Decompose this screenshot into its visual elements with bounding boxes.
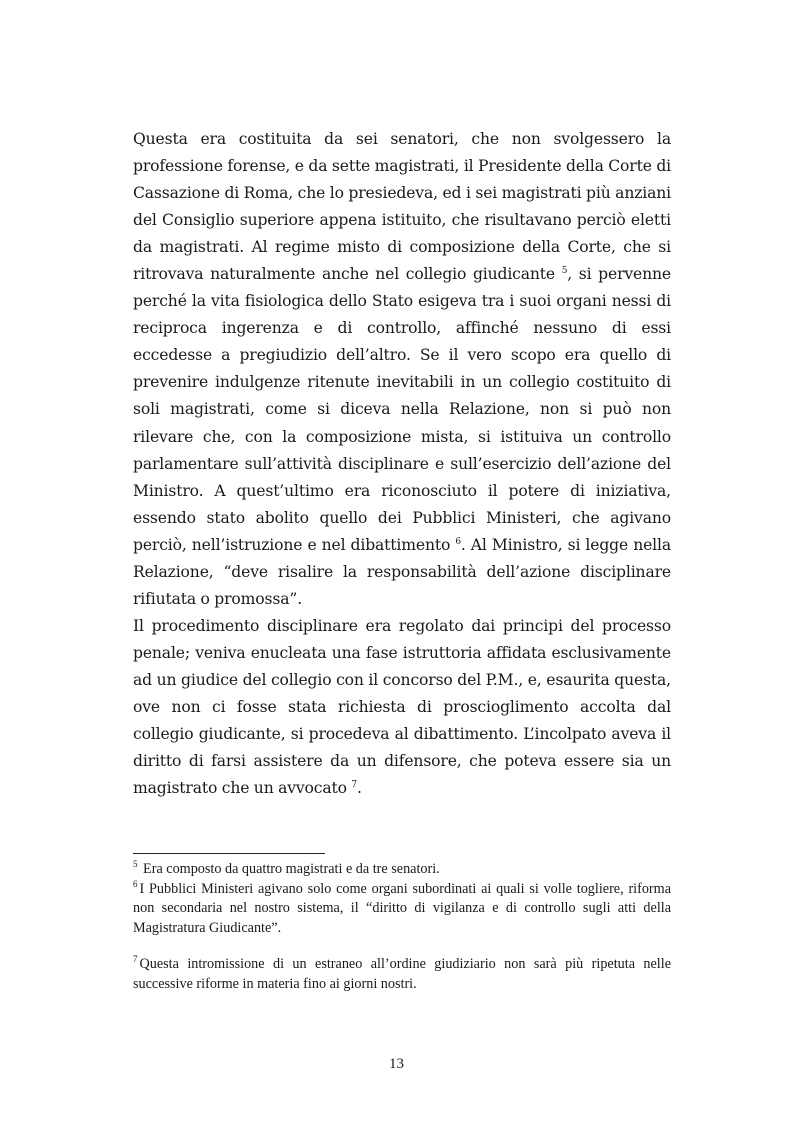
paragraph-2-text-a: Il procedimento disciplinare era regolato dai principi del processo penale; veniva enucleata una fase istruttoria affidata esclusivamente ad un giudice del collegio con il concorso del P.M., e, esaurita questa, ove non ci fosse stata richiesta di proscioglimento accolta dal collegio giudicante, si procedeva al dibattimento. L’incolpato aveva il diritto di farsi assistere da un difensore, che poteva essere sia un magistrato che un avvocato (133, 616, 671, 798)
footnote-5 (133, 860, 671, 880)
footnote-ref-5[interactable]: 5 (561, 266, 568, 277)
footnote-separator (133, 853, 325, 854)
page-number: 13 (389, 1056, 404, 1072)
footnote-number: 5 (133, 859, 138, 870)
footnote-number: 7 (133, 954, 138, 965)
paragraph-2-text-b: . (356, 779, 362, 798)
paragraph-1-text-a: Questa era costituita da sei senatori, che non svolgessero la professione forense, e da sette magistrati, il Presidente della Corte di Cassazione di Roma, che lo presiedeva, ed i sei magistrati più anziani del Consiglio superiore appena istituito, che risultavano perciò eletti da magistrati. Al regime misto di composizione della Corte, che si ritrovava naturalmente anche nel collegio giudicante (133, 130, 671, 284)
footnote-6 (133, 880, 671, 939)
footnote-ref-7[interactable]: 7 (351, 779, 357, 790)
footnote-text: Questa intromissione di un estraneo all’ordine giudiziario non sarà più ripetuta nelle successive riforme in materia fino ai giorni nostri. (133, 956, 671, 992)
paragraph-1 (133, 126, 671, 613)
body-text (133, 126, 671, 802)
paragraph-1-text-b: , si pervenne perché la vita fisiologica dello Stato esigeva tra i suoi organi nessi di reciproca ingerenza e di controllo, affinché nessuno di essi eccedesse a pregiudizio dell’altro. Se il vero scopo era quello di prevenire indulgenze ritenute inevitabili in un collegio costituito di soli magistrati, come si diceva nella Relazione, non si può non rilevare che, con la composizione mista, si istituiva un controllo parlamentare sull’attività disciplinare e sull’esercizio dell’azione del Ministro. A quest’ultimo era riconosciuto il potere di iniziativa, essendo stato abolito quello dei Pubblici Ministeri, che agivano perciò, nell’istruzione e nel dibattimento (133, 265, 671, 554)
footnote-7 (133, 955, 671, 994)
footnote-text: Era composto da quattro magistrati e da tre senatori. (139, 861, 440, 877)
footnote-text: I Pubblici Ministeri agivano solo come organi subordinati ai quali si volle togliere, riforma non secondaria nel nostro sistema, il “diritto di vigilanza e di controllo sugli atti della Magistratura Giudicante”. (133, 880, 671, 936)
paragraph-1-text-c: . Al Ministro, si legge nella Relazione, “deve risalire la responsabilità dell’azione disciplinare rifiutata o promossa”. (133, 535, 671, 608)
paragraph-2 (133, 613, 671, 802)
footnote-ref-6[interactable]: 6 (455, 536, 461, 547)
footnotes (133, 860, 671, 994)
footnote-number: 6 (133, 878, 138, 889)
